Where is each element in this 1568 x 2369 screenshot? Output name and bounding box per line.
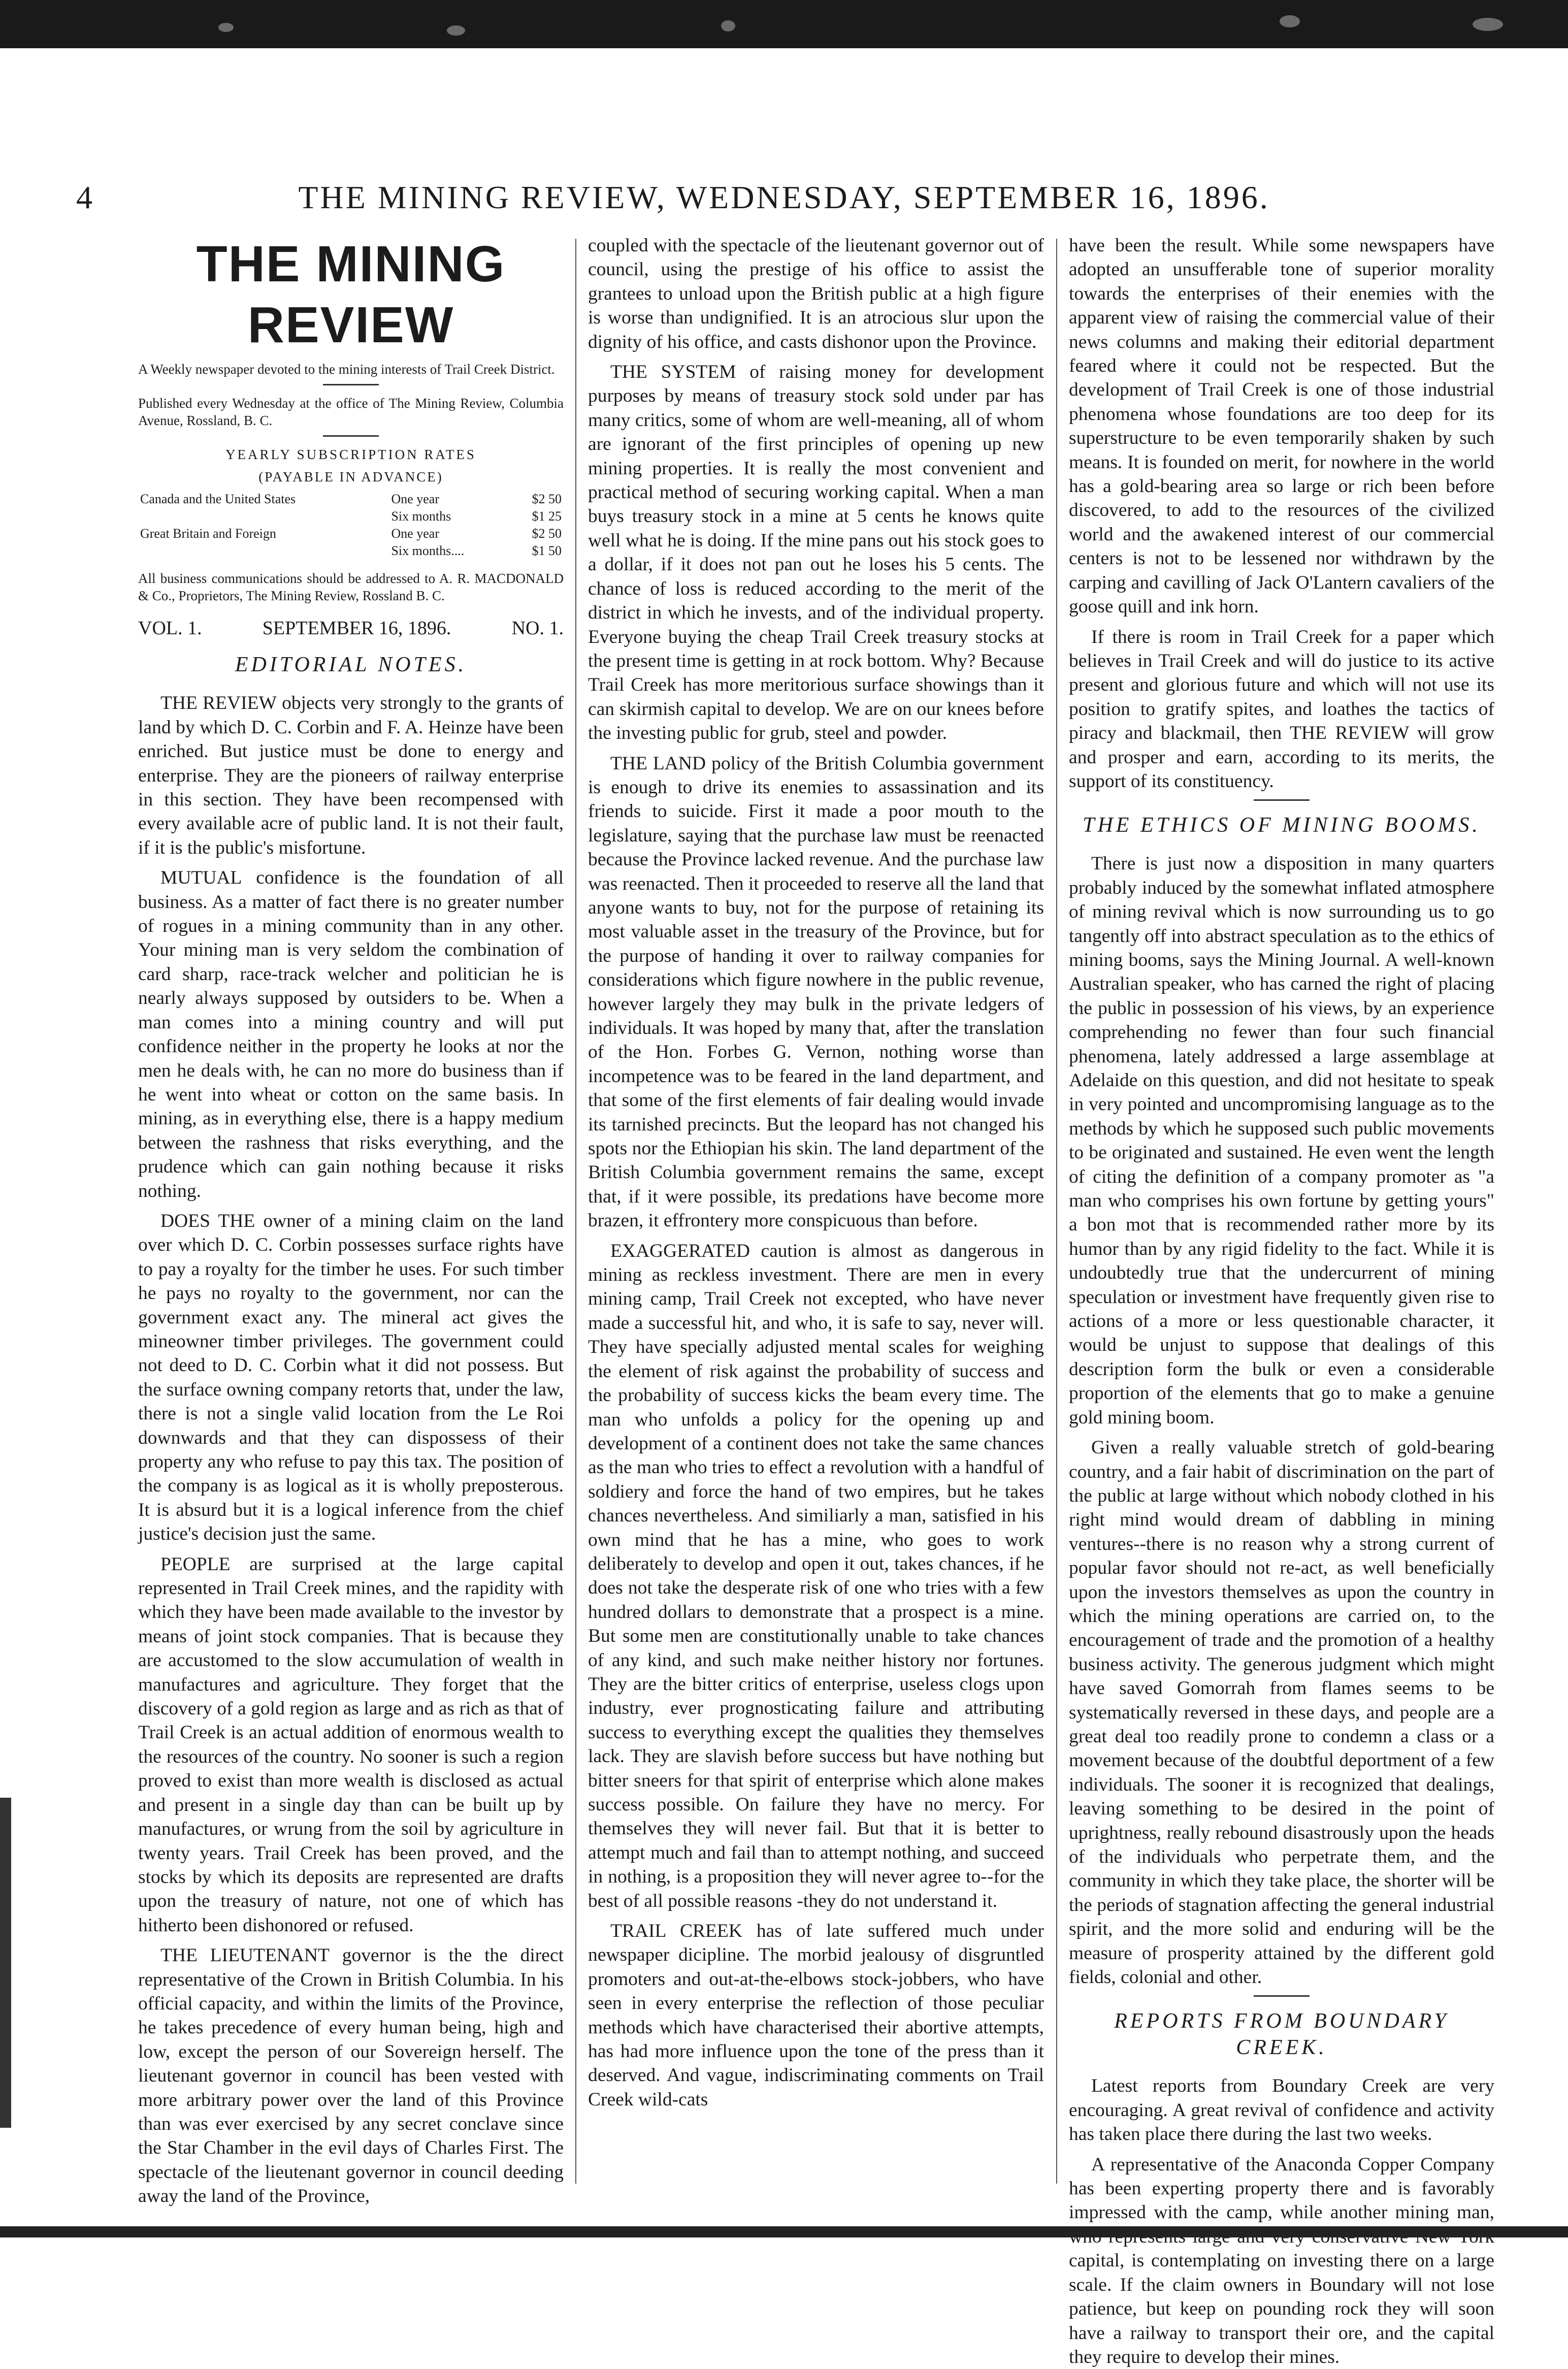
column-1 [138, 234, 564, 2214]
article-paragraph: THE SYSTEM of raising money for development purposes by means of treasury stock sold under par has many critics, some of whom are well-meaning, all of whom are ignorant of the first principles of opening up new mining properties. It is really the most convenient and practical method of securing working capital. When a man buys treasury stock in a mine at 5 cents he knows quite well what he is doing. If the mine pans out his stock goes to a dollar, if it does not pan out he loses his 5 cents. The chance of loss is reduced according to the merit of the district in which he invests, and of the individual property. Everyone buying the cheap Trail Creek treasury stocks at the present time is getting in at rock bottom. Why? Because Trail Creek has more meritorious surface showings than it can skirmish capital to develop. We are on our knees before the investing public for grub, steel and powder. [588, 362, 1044, 744]
masthead-publication: Published every Wednesday at the office of The Mining Review, Columbia Avenue, Rossland, B. C. [138, 396, 564, 428]
rates-subheading: (PAYABLE IN ADVANCE) [258, 469, 443, 484]
article-paragraph: PEOPLE are surprised at the large capital represented in Trail Creek mines, and the rapidity with which they have been made available to the investor by means of joint stock companies. That is because they are accustomed to the slow accumulation of wealth in manufactures and agriculture. They forget that the discovery of a gold region as large and as rich as that of Trail Creek is an actual addition of enormous wealth to the resources of the country. No sooner is such a region proved to exist than more wealth is disclosed as actual and present in a single day than can be built up by manufactures, or wrung from the soil by agriculture in twenty years. Trail Creek has been proved, and the stocks by which its deposits are represented are drafts upon the treasury of nature, not one of which has hitherto been dishonored or refused. [138, 1553, 564, 1936]
article-paragraph: MUTUAL confidence is the foundation of all business. As a matter of fact there is no greater number of rogues in a mining community than in any other. Your mining man is very seldom the combination of card sharp, race-track welcher and politician he is nearly always supposed by outsiders to be. When a man comes into a mining country and will put confidence neither in the property he looks at nor the men he deals with, he can no more do business than if he went into wheat or cotton on the same basis. In mining, as in everything else, there is a happy medium between the rashness that risks everything, and the prudence which can gain nothing because it risks nothing. [138, 867, 564, 1202]
column-rule [575, 239, 576, 2184]
scan-edge-mark [0, 1798, 11, 2128]
article-paragraph: There is just now a disposition in many quarters probably induced by the somewhat inflated atmosphere of mining revival which is now surrounding us to go tangently off into abstract speculation as to the ethics of mining booms, says the Mining Journal. A well-known Australian speaker, who has carned the right of placing the public in possession of his views, by an experience comprehending no fewer than four such financial phenomena, lately addressed a large assemblage at Adelaide on this question, and did not hesitate to speak in very pointed and uncompromising language as to the methods by which he supposed such public movements to be originated and sustained. He even went the length of citing the definition of a company promoter as "a man who comprises his own fortune by getting yours" a bon mot that is recommended rather more by its humor than by any rigid fidelity to the fact. While it is undoubtedly true that the undercurrent of mining speculation or investment have frequently given rise to actions of a more or less questionable character, it would be unjust to suppose that dealings of this description form the bulk or even a considerable proportion of the elements that go to make a genuine gold mining boom. [1069, 853, 1494, 1428]
rate-term: One year [391, 526, 440, 541]
article-paragraph: TRAIL CREEK has of late suffered much under newspaper dicipline. The morbid jealousy of disgruntled promoters and out-at-the-elbows stock-jobbers, who have seen in every enterprise the reflection of those peculiar methods which have characterised their abortive attempts, has had more influence upon the tone of the press than it deserved. And vague, indiscriminating comments on Trail Creek wild-cats [588, 1921, 1044, 2110]
rate-region: Great Britain and Foreign [140, 526, 276, 541]
rate-price: $1 25 [532, 509, 562, 524]
volume-line [138, 616, 564, 640]
article-paragraph: A representative of the Anaconda Copper Company has been experting property there and is favorably impressed with the camp, while another mining man, capital, is contemplating on investing there on a large scale. If the claim owners in Boundary will not lose patience, but keep on pounding rock they will soon have a railway to transport their ore, and the capital they require to develop their mines. [1069, 2154, 1494, 2367]
rate-term: Six months.... [391, 543, 465, 558]
rate-row [138, 491, 564, 508]
subscription-rates-table [138, 491, 564, 560]
reports-heading: REPORTS FROM BOUNDARY CREEK. [1114, 2009, 1449, 2060]
rate-region [138, 542, 389, 560]
rates-heading: YEARLY SUBSCRIPTION RATES [225, 447, 476, 462]
article-paragraph: THE LIEUTENANT governor is the the direct representative of the Crown in British Columbia. In his official capacity, and within the limits of the Province, he takes precedence of every human being, high and low, except the person of our Sovereign herself. The lieutenant governor in council has been vested with more arbitrary power over the land of this Province than was ever exercised by any secret conclave since the Star Chamber in the evil days of Charles First. The spectacle of the lieutenant governor in council deeding away the land of the Province, [138, 1945, 564, 2207]
column-rule [1056, 239, 1057, 2184]
rate-row [138, 542, 564, 560]
article-paragraph: have been the result. While some newspapers have adopted an unsufferable tone of superior morality towards the enterprises of their enemies with the apparent view of raising the commercial value of their news columns and making their editorial department feared where it could not be respected. But the development of Trail Creek is one of those industrial phenomena whose foundations are too deep for its superstructure to be even temporarily shaken by such means. It is founded on merit, for nowhere in the world has a gold-bearing area so large or rich been before discovered, to add to the resources of the civilized world and the awakened interest of our commercial centers is not to be lessened nor withdrawn by the carping and cavilling of Jack O'Lantern cavaliers of the goose quill and ink horn. [1069, 235, 1494, 618]
rate-price: $1 50 [532, 543, 562, 558]
page-number: 4 [76, 179, 92, 215]
rate-row [138, 508, 564, 525]
business-note: All business communications should be addressed to A. R. MACDONALD & Co., Proprietors, The Mining Review, Rossland B. C. [138, 571, 564, 603]
top-scan-band [0, 0, 1568, 48]
rate-price: $2 50 [532, 526, 562, 541]
page-header [0, 179, 1568, 219]
rate-price: $2 50 [532, 492, 562, 506]
article-paragraph: EXAGGERATED caution is almost as dangerous in mining as reckless investment. There are men in every mining camp, Trail Creek not excepted, who have never made a successful hit, and who, it is safe to say, never will. They have specially adjusted mental scales for weighing the element of risk against the probability of success and the probability of success kicks the beam every time. The man who unfolds a policy for the opening up and development of a continent does not take the same chances as the man who tries to effect a revolution with a handful of soldiery and force the hand of two empires, but he takes chances nevertheless. And similiarly a man, satisfied in his own mind that he has a mine, who goes to work deliberately to develop and open it out, takes chances, if he does not take the desperate risk of one who tries with a few hundred dollars to demonstrate that a prospect is a mine. But some men are constitutionally unable to take chances of any kind, and such make neither history nor fortunes. They are the bitter critics of enterprise, useless clogs upon industry, ever prognosticating failure and attributing success to everything except the qualities they themselves lack. They are slavish before success but have nothing but bitter sneers for that spirit of enterprise which alone makes success possible. On failure they have no mercy. For themselves they will never fail. But that it is better to attempt much and fail than to attempt nothing, and succeed in nothing, is a proposition they will never agree to--for the best of all possible reasons -they do not understand it. [588, 1240, 1044, 1911]
column-3 [1069, 234, 1494, 2367]
column-2 [588, 234, 1044, 2214]
divider [323, 384, 379, 385]
rate-region: Canada and the United States [140, 492, 296, 506]
article-paragraph: THE LAND policy of the British Columbia government is enough to drive its enemies to assassination and its friends to suicide. First it made a poor mouth to the legislature, saying that the purchase law must be reenacted because the Province lacked revenue. And the purchase law was reenacted. Then it proceeded to reserve all the land that anyone wants to buy, not for the purpose of retaining its most valuable asset in the treasury of the Province, but for the purpose of handing it over to railway companies for considerations which figure nowhere in the public revenue, however largely they may bulk in the private ledgers of individuals. It was hoped by many that, after the translation of the Hon. Forbes G. Vernon, nothing worse than incompetence was to be feared in the land department, and that some of the first elements of fair dealing would invade its tarnished precincts. But the leopard has not changed his spots nor the Ethiopian his skin. The land department of the British Columbia government remains the same, except that, if it were possible, its predations have become more brazen, it effrontery more conspicuous than before. [588, 753, 1044, 1231]
editorial-notes-heading: EDITORIAL NOTES. [235, 653, 467, 677]
divider [1254, 1995, 1310, 1997]
masthead-title: THE MINING REVIEW [196, 236, 506, 353]
rate-term: One year [391, 492, 440, 506]
issue-number: NO. 1. [511, 618, 564, 639]
rate-term: Six months [391, 509, 451, 524]
rate-region [138, 508, 389, 525]
bottom-scan-band [0, 2226, 1568, 2237]
masthead-description: A Weekly newspaper devoted to the mining interests of Trail Creek District. [138, 362, 555, 377]
article-paragraph: Latest reports from Boundary Creek are very encouraging. A great revival of confidence and activity has taken place there during the last two weeks. [1069, 2075, 1494, 2145]
volume: VOL. 1. [138, 618, 202, 639]
article-paragraph: coupled with the spectacle of the lieutenant governor out of council, using the prestige of his office to assist the grantees to unload upon the British public at a high figure is worse than undignified. It is an atrocious slur upon the dignity of his office, and casts dishonor upon the Province. [588, 235, 1044, 352]
article-paragraph: If there is room in Trail Creek for a paper which believes in Trail Creek and will do justice to its active present and glorious future and which will not use its position to gratify spites, and loathes the tactics of piracy and blackmail, then THE REVIEW will grow and prosper and earn, according to its merits, the support of its constituency. [1069, 626, 1494, 792]
article-paragraph: Given a really valuable stretch of gold-bearing country, and a fair habit of discrimination on the part of the public at large without which nobody clothed in his right mind would dream of dabbling in mining ventures--there is no reason why a strong current of popular favor should not re-act, as well beneficially upon the investors themselves as upon the country in which the mining operations are carried on, to the encouragement of trade and the promotion of a healthy business activity. The generous judgment which might have saved Gomorrah from flames seems to be systematically reversed in these days, and people are a great deal too readily prone to condemn a class or a movement because of the doubtful deportment of a few individuals. The sooner it is recognized that dealings, leaving something to be desired in the point of uprightness, really rebound disastrously upon the heads of the individuals who perpetrate them, and the community in which they take place, the shorter will be the periods of stagnation affecting the general industrial spirit, and the more solid and enduring will be the measure of prosperity attained by the different gold fields, colonial and other. [1069, 1437, 1494, 1988]
running-head: THE MINING REVIEW, WEDNESDAY, SEPTEMBER 16, 1896. [298, 179, 1270, 215]
divider [1254, 799, 1310, 801]
issue-date: SEPTEMBER 16, 1896. [262, 618, 451, 639]
article-paragraph: DOES THE owner of a mining claim on the land over which D. C. Corbin possesses surface rights have to pay a royalty for the timber he uses. For such timber he pays no royalty to the government, nor can the government exact any. The mineral act gives the mineowner timber privileges. The government could not deed to D. C. Corbin what it did not possess. But the surface owning company retorts that, under the law, there is not a single valid location from the Le Roi downwards and that they can dispossess of their property any who refuse to pay this tax. The position of the company is as logical as it is wholly preposterous. It is absurd but it is a logical inference from the chief justice's decision just the same. [138, 1210, 564, 1545]
divider [323, 435, 379, 437]
article-paragraph: THE REVIEW objects very strongly to the grants of land by which D. C. Corbin and F. A. Heinze have been enriched. But justice must be done to energy and enterprise. They are the pioneers of railway enterprise in this section. They have been recompensed with every available acre of public land. It is not their fault, if it is the public's misfortune. [138, 693, 564, 858]
ethics-heading: THE ETHICS OF MINING BOOMS. [1083, 814, 1481, 837]
rate-row [138, 525, 564, 542]
